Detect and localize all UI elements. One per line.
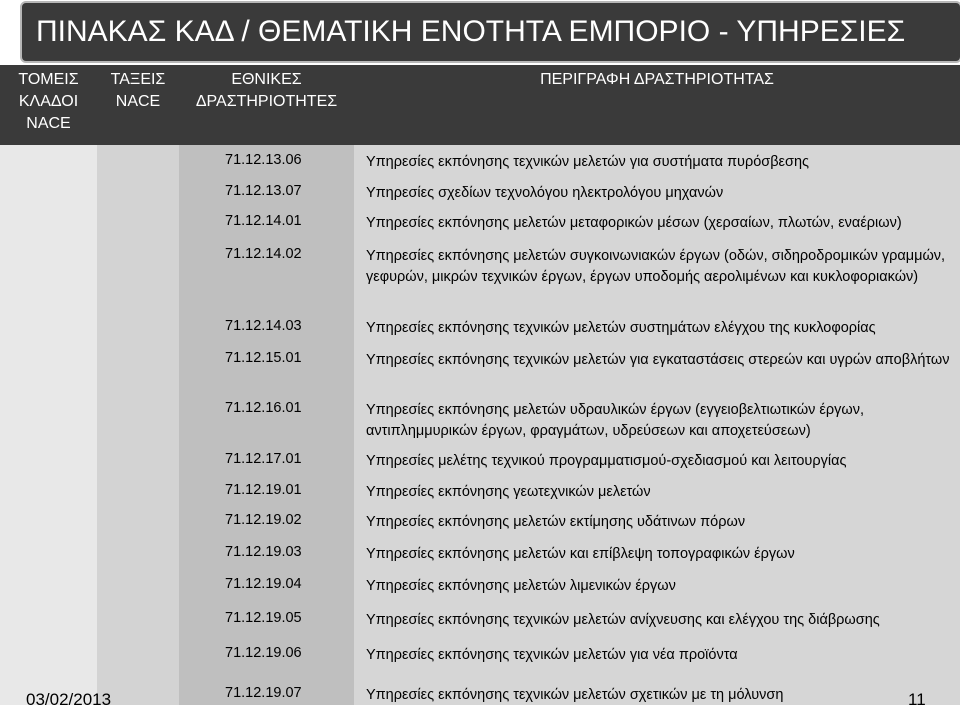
row-description: Υπηρεσίες εκπόνησης τεχνικών μελετών σχετικών με τη μόλυνση xyxy=(366,687,784,703)
column-sectors xyxy=(0,145,97,705)
row-code: 71.12.14.02 xyxy=(225,246,302,262)
header-description xyxy=(354,65,960,145)
row-description: Υπηρεσίες εκπόνησης μελετών μεταφορικών μέσων (χερσαίων, πλωτών, εναέριων) xyxy=(366,215,902,231)
row-code: 71.12.14.03 xyxy=(225,318,302,334)
header-sectors-label: ΤΟΜΕΙΣ ΚΛΑΔΟΙ NACE xyxy=(18,71,79,132)
header-national-label: ΕΘΝΙΚΕΣ ΔΡΑΣΤΗΡΙΟΤΗΤΕΣ xyxy=(195,71,338,110)
row-code: 71.12.19.04 xyxy=(225,576,302,592)
header-classes-label: ΤΑΞΕΙΣ NACE xyxy=(110,71,166,110)
page-title: ΠΙΝΑΚΑΣ ΚΑΔ / ΘΕΜΑΤΙΚΗ ΕΝΟΤΗΤΑ ΕΜΠΟΡΙΟ - ΥΠΗΡΕΣΙΕΣ xyxy=(20,1,960,63)
column-classes xyxy=(97,145,179,705)
row-code: 71.12.19.06 xyxy=(225,645,302,661)
row-description: Υπηρεσίες εκπόνησης τεχνικών μελετών για νέα προϊόντα xyxy=(366,647,738,663)
row-code: 71.12.19.05 xyxy=(225,610,302,626)
row-code: 71.12.14.01 xyxy=(225,213,302,229)
header-national xyxy=(179,65,354,145)
row-code: 71.12.16.01 xyxy=(225,400,302,416)
header-sectors xyxy=(0,65,97,145)
row-description: Υπηρεσίες εκπόνησης τεχνικών μελετών συστημάτων ελέγχου της κυκλοφορίας xyxy=(366,320,876,336)
row-description: Υπηρεσίες εκπόνησης μελετών συγκοινωνιακών έργων (οδών, σιδηροδρομικών γραμμών, γεφυρών, μικρών τεχνικών έργων, έργων υποδομής αερολιμένων και κυκλοφοριακών) xyxy=(366,248,946,285)
header-description-label: ΠΕΡΙΓΡΑΦΗ ΔΡΑΣΤΗΡΙΟΤΗΤΑΣ xyxy=(540,71,774,88)
row-description: Υπηρεσίες εκπόνησης γεωτεχνικών μελετών xyxy=(366,484,651,500)
row-code: 71.12.19.02 xyxy=(225,512,302,528)
row-description: Υπηρεσίες εκπόνησης μελετών εκτίμησης υδάτινων πόρων xyxy=(366,514,746,530)
row-description: Υπηρεσίες μελέτης τεχνικού προγραμματισμού-σχεδιασμού και λειτουργίας xyxy=(366,453,847,469)
row-description: Υπηρεσίες σχεδίων τεχνολόγου ηλεκτρολόγου μηχανών xyxy=(366,185,724,201)
row-code: 71.12.19.07 xyxy=(225,685,302,701)
footer-date: 03/02/2013 xyxy=(26,690,112,709)
page-number: 11 xyxy=(908,690,926,709)
row-code: 71.12.15.01 xyxy=(225,350,302,366)
row-description: Υπηρεσίες εκπόνησης τεχνικών μελετών για εγκαταστάσεις στερεών και υγρών αποβλήτων xyxy=(366,352,950,368)
row-description: Υπηρεσίες εκπόνησης μελετών υδραυλικών έργων (εγγειοβελτιωτικών έργων, αντιπλημμυρικών έργων, φραγμάτων, υδρεύσεων και αποχετεύσεων) xyxy=(366,402,864,439)
row-code: 71.12.13.07 xyxy=(225,183,302,199)
row-code: 71.12.19.03 xyxy=(225,544,302,560)
row-description: Υπηρεσίες εκπόνησης μελετών λιμενικών έργων xyxy=(366,578,676,594)
row-code: 71.12.19.01 xyxy=(225,482,302,498)
row-code: 71.12.17.01 xyxy=(225,451,302,467)
header-classes xyxy=(97,65,179,145)
row-code: 71.12.13.06 xyxy=(225,152,302,168)
row-description: Υπηρεσίες εκπόνησης τεχνικών μελετών για συστήματα πυρόσβεσης xyxy=(366,154,810,170)
row-description: Υπηρεσίες εκπόνησης τεχνικών μελετών ανίχνευσης και ελέγχου της διάβρωσης xyxy=(366,612,880,628)
row-description: Υπηρεσίες εκπόνησης μελετών και επίβλεψη τοπογραφικών έργων xyxy=(366,546,795,562)
